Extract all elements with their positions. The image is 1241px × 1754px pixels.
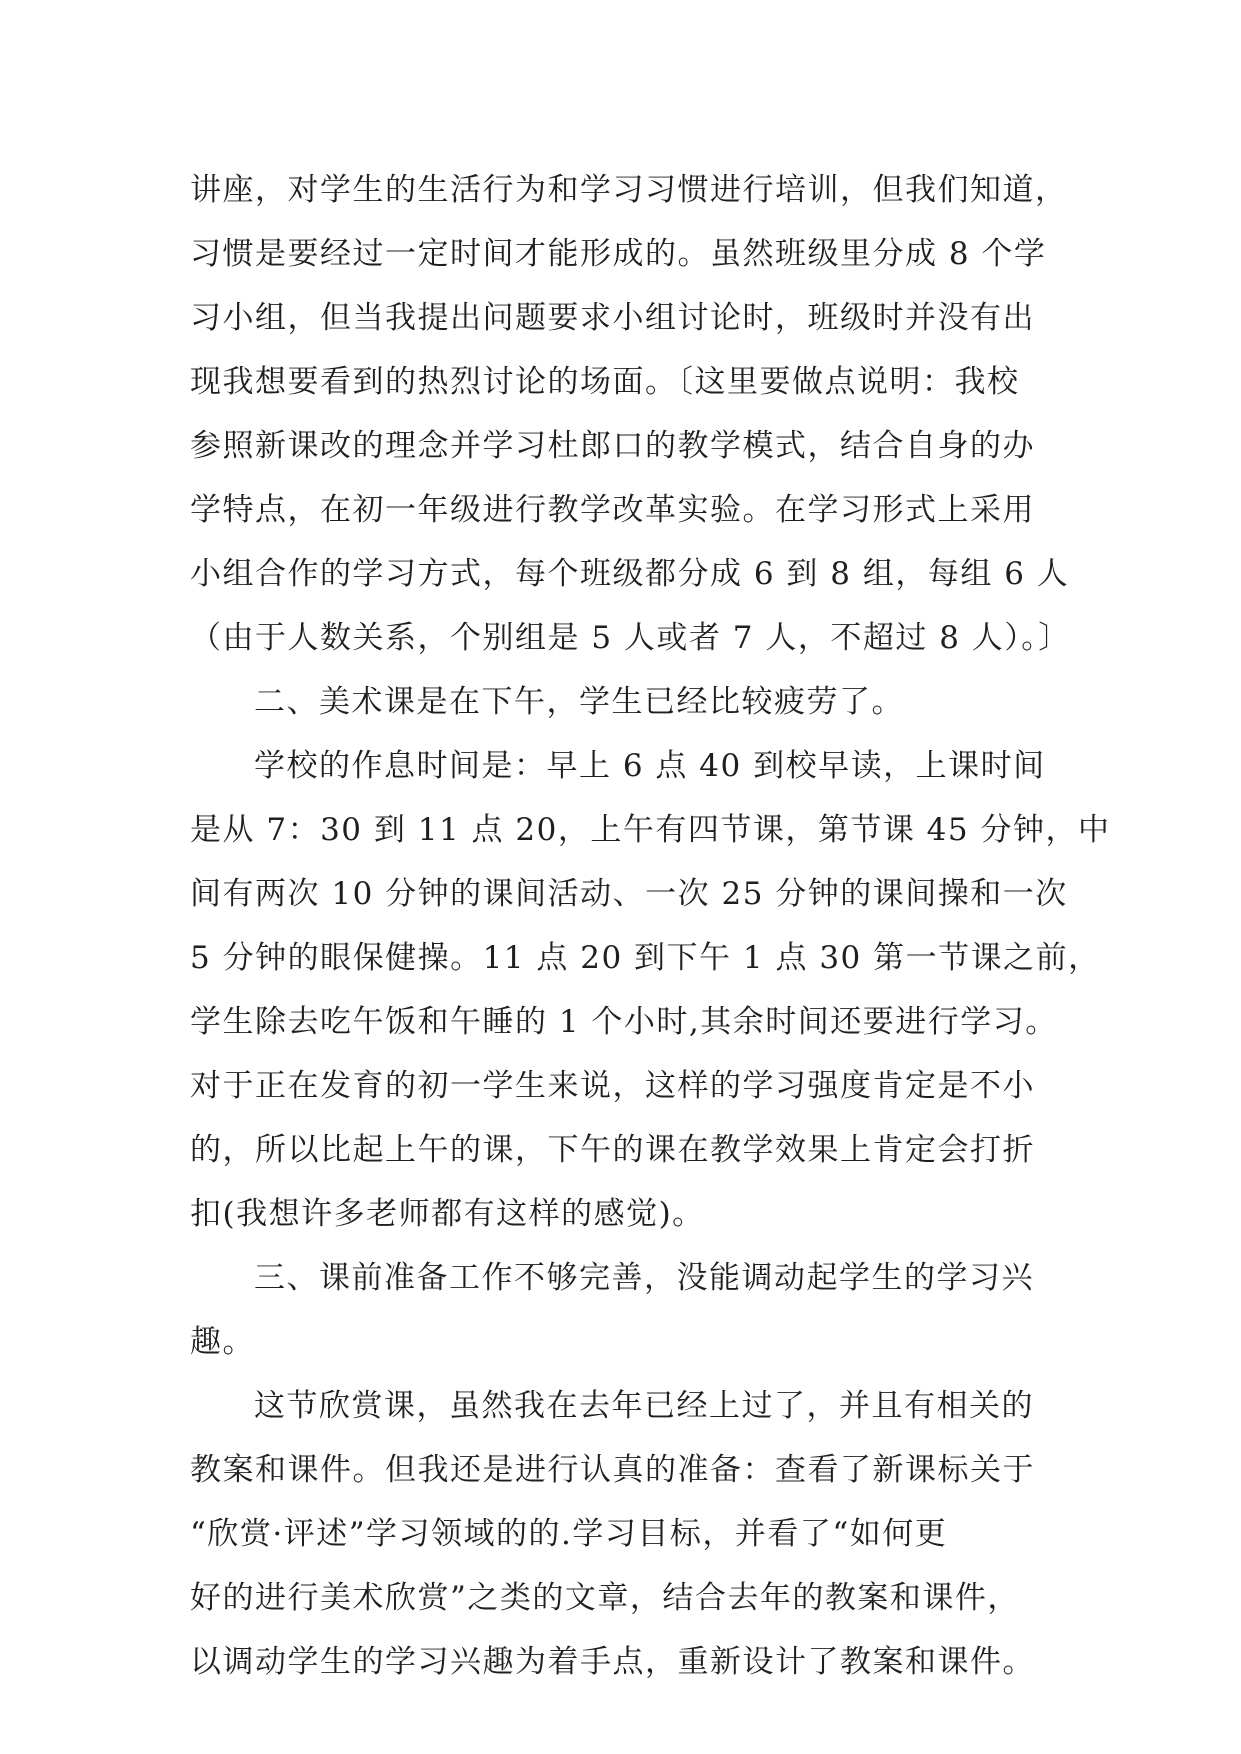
text-line: “欣赏·评述”学习领域的的.学习目标，并看了“如何更 — [190, 1516, 948, 1552]
text-line: 趣。 — [190, 1324, 255, 1360]
text-line: 间有两次 10 分钟的课间活动、一次 25 分钟的课间操和一次 — [190, 876, 1068, 912]
text-line: 现我想要看到的热烈讨论的场面。〔这里要做点说明：我校 — [190, 364, 1020, 400]
paragraph-start-line: 这节欣赏课，虽然我在去年已经上过了，并且有相关的 — [254, 1388, 1034, 1424]
text-line: 参照新课改的理念并学习杜郎口的教学模式，结合自身的办 — [190, 428, 1035, 464]
text-line: 是从 7：30 到 11 点 20，上午有四节课，第节课 45 分钟，中 — [190, 812, 1111, 848]
document-body — [190, 158, 1111, 1694]
paragraph-start-line: 学校的作息时间是：早上 6 点 40 到校早读，上课时间 — [254, 748, 1046, 784]
text-line: 讲座，对学生的生活行为和学习习惯进行培训，但我们知道， — [190, 172, 1068, 208]
text-line: 习惯是要经过一定时间才能形成的。虽然班级里分成 8 个学 — [190, 236, 1047, 272]
text-line: 学特点，在初一年级进行教学改革实验。在学习形式上采用 — [190, 492, 1035, 528]
text-line: 好的进行美术欣赏”之类的文章，结合去年的教案和课件， — [190, 1580, 1020, 1616]
text-line: 以调动学生的学习兴趣为着手点，重新设计了教案和课件。 — [190, 1644, 1035, 1680]
text-line: 5 分钟的眼保健操。11 点 20 到下午 1 点 30 第一节课之前， — [190, 940, 1101, 976]
text-line: 扣(我想许多老师都有这样的感觉)。 — [190, 1196, 705, 1232]
text-line: 小组合作的学习方式，每个班级都分成 6 到 8 组，每组 6 人 — [190, 556, 1070, 592]
text-line: 对于正在发育的初一学生来说，这样的学习强度肯定是不小 — [190, 1068, 1035, 1104]
section-heading: 二、美术课是在下午，学生已经比较疲劳了。 — [254, 684, 904, 720]
text-line: （由于人数关系，个别组是 5 人或者 7 人，不超过 8 人）。〕 — [190, 620, 1071, 656]
text-line: 学生除去吃午饭和午睡的 1 个小时,其余时间还要进行学习。 — [190, 1004, 1058, 1040]
text-line: 习小组，但当我提出问题要求小组讨论时，班级时并没有出 — [190, 300, 1035, 336]
text-line: 的，所以比起上午的课，下午的课在教学效果上肯定会打折 — [190, 1132, 1035, 1168]
text-line: 教案和课件。但我还是进行认真的准备：查看了新课标关于 — [190, 1452, 1035, 1488]
section-heading: 三、课前准备工作不够完善，没能调动起学生的学习兴 — [254, 1260, 1034, 1296]
